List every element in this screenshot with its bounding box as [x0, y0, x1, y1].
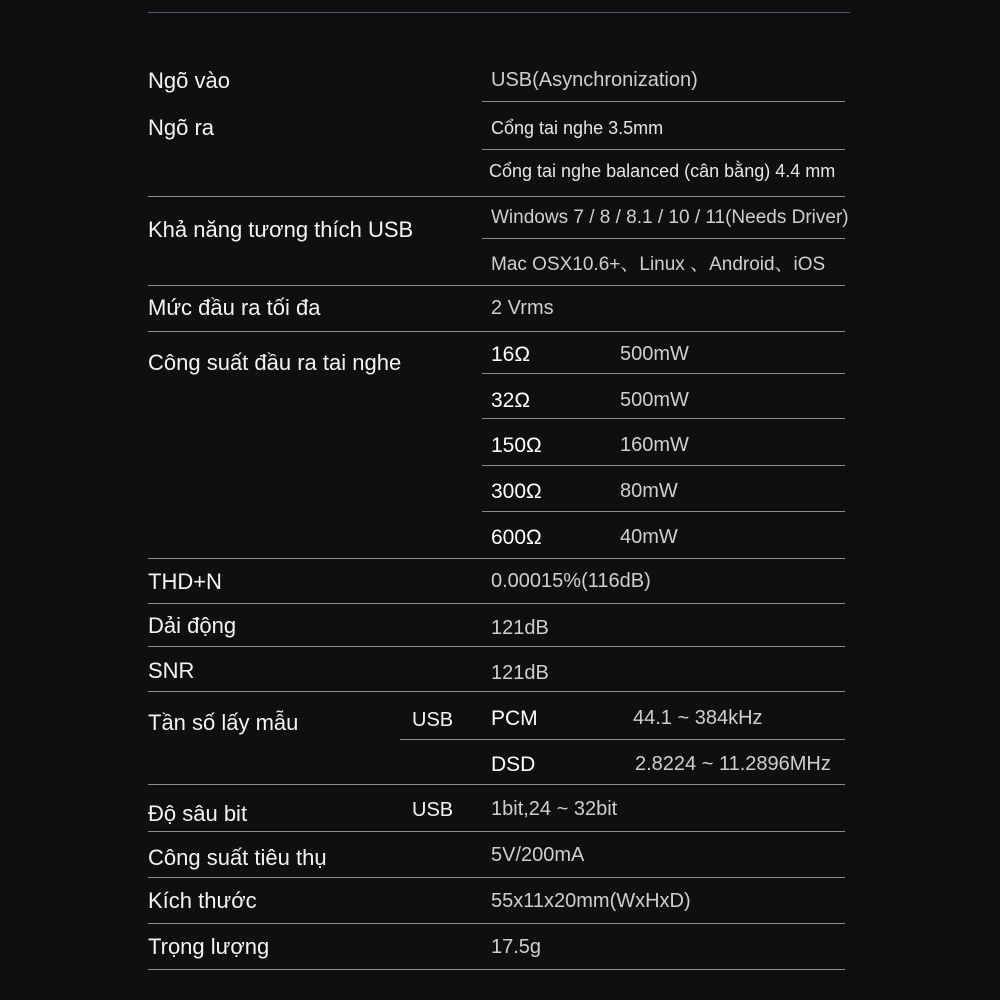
divider [400, 739, 845, 740]
top-divider [148, 12, 850, 13]
divider [148, 831, 845, 832]
sample-rate-label: Tần số lấy mẫu [148, 710, 299, 735]
dynamic-range-value: 121dB [491, 617, 549, 639]
divider [148, 646, 845, 647]
divider [148, 331, 845, 332]
divider [482, 511, 845, 512]
sample-range: 44.1 ~ 384kHz [633, 707, 763, 729]
bit-depth-value: 1bit,24 ~ 32bit [491, 798, 618, 820]
divider [482, 101, 845, 102]
sample-rate-interface: USB [412, 709, 454, 731]
divider [148, 969, 845, 970]
snr-label: SNR [148, 658, 195, 683]
divider [148, 285, 845, 286]
dynamic-range-label: Dải động [148, 613, 237, 638]
bit-depth-interface: USB [412, 799, 454, 821]
hp-power-label: Công suất đầu ra tai nghe [148, 350, 402, 375]
divider [148, 196, 845, 197]
impedance-label: 150Ω [491, 434, 542, 457]
divider [482, 238, 845, 239]
impedance-label: 16Ω [491, 343, 531, 366]
power-value: 80mW [620, 480, 678, 502]
impedance-label: 300Ω [491, 480, 542, 503]
divider [482, 465, 845, 466]
usb-compat-label: Khả năng tương thích USB [148, 217, 414, 242]
power-consumption-label: Công suất tiêu thụ [148, 845, 327, 870]
power-value: 160mW [620, 434, 689, 456]
impedance-label: 600Ω [491, 526, 542, 549]
max-output-label: Mức đầu ra tối đa [148, 295, 321, 320]
power-value: 500mW [620, 389, 689, 411]
divider [148, 877, 845, 878]
thdn-value: 0.00015%(116dB) [491, 570, 651, 592]
dimensions-value: 55x11x20mm(WxHxD) [491, 890, 691, 912]
usb-compat-value-1: Windows 7 / 8 / 8.1 / 10 / 11(Needs Driver) [491, 207, 849, 228]
output-label: Ngõ ra [148, 115, 215, 140]
bit-depth-label: Độ sâu bit [148, 801, 248, 826]
divider [482, 418, 845, 419]
impedance-label: 32Ω [491, 389, 531, 412]
power-consumption-value: 5V/200mA [491, 844, 585, 866]
divider [148, 558, 845, 559]
input-label: Ngõ vào [148, 68, 230, 93]
power-value: 500mW [620, 343, 689, 365]
thdn-label: THD+N [148, 569, 222, 594]
weight-label: Trọng lượng [148, 934, 270, 959]
max-output-value: 2 Vrms [491, 297, 554, 319]
sample-range: 2.8224 ~ 11.2896MHz [635, 753, 831, 775]
divider [148, 691, 845, 692]
divider [482, 149, 845, 150]
output-value-1: Cổng tai nghe 3.5mm [491, 118, 664, 138]
usb-compat-value-2: Mac OSX10.6+、Linux 、Android、iOS [491, 254, 826, 275]
divider [148, 603, 845, 604]
divider [148, 784, 845, 785]
dimensions-label: Kích thước [148, 888, 257, 913]
output-value-2: Cổng tai nghe balanced (cân bằng) 4.4 mm [489, 161, 836, 181]
divider [482, 373, 845, 374]
snr-value: 121dB [491, 662, 549, 684]
sample-format: DSD [491, 753, 536, 776]
power-value: 40mW [620, 526, 678, 548]
sample-format: PCM [491, 707, 538, 730]
weight-value: 17.5g [491, 936, 542, 958]
divider [148, 923, 845, 924]
input-value: USB(Asynchronization) [491, 69, 698, 91]
